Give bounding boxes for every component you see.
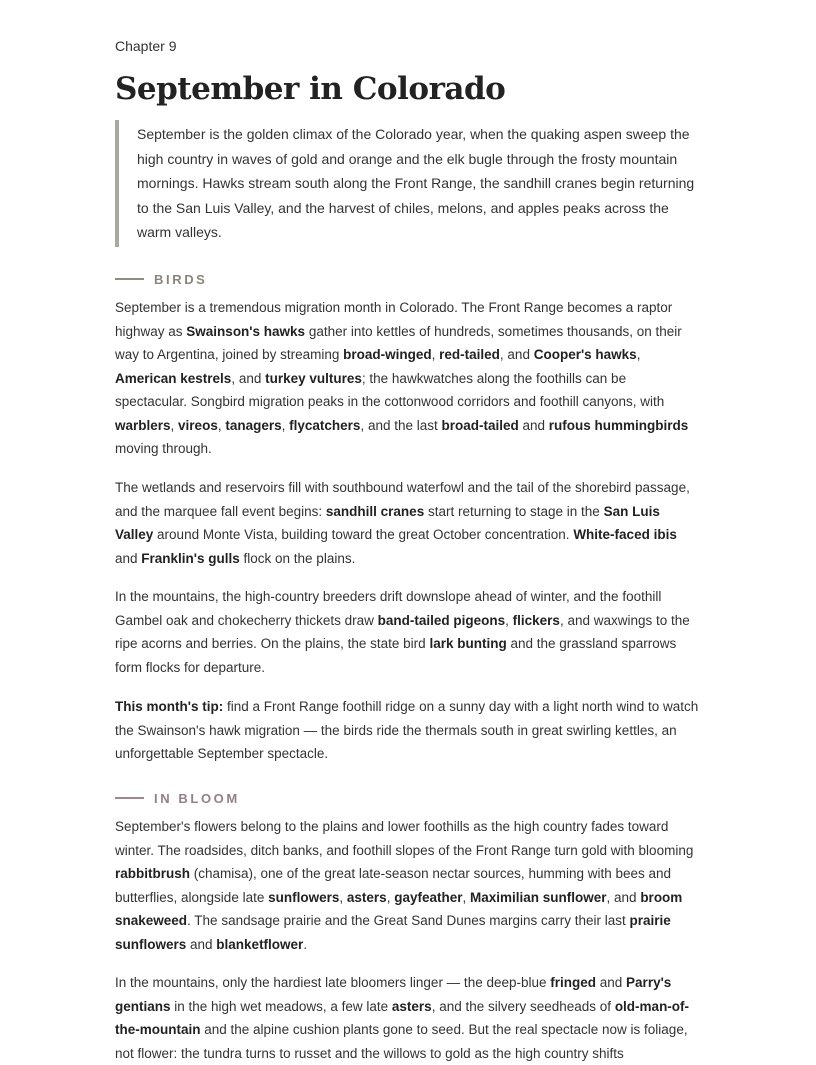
birds-tip-paragraph: This month's tip: find a Front Range foothill ridge on a sunny day with a light north wind to watch the Swainson's hawk migration — the birds ride the thermals south in great swirling kettles, an unforgettable September spectacle.	[115, 699, 699, 761]
bold-term: rabbitbrush	[115, 866, 191, 881]
bold-term: White-faced ibis	[573, 527, 677, 542]
bold-term: vireos	[178, 417, 218, 433]
page-title: September in Colorado	[115, 71, 506, 107]
bold-term: San Luis Valley	[115, 503, 660, 542]
bold-term: broad-tailed	[441, 417, 519, 433]
bold-term: sunflowers	[268, 889, 340, 905]
bold-term: gayfeather	[394, 889, 463, 905]
bloom-paragraph-1: September's flowers belong to the plains and lower foothills as the high country fades toward winter. The roadsides, ditch banks, and foothill slopes of the Front Range turn gold with blooming rabbitbrush (chamisa), one of the great late-season nectar sources, humming with bees and butterflies, alongside late sunflowers, asters, gayfeather, Maximilian sunflower, and broom snakeweed. The sandsage prairie and the Great Sand Dunes margins carry their last prairie sunflowers and blanketflower.	[115, 819, 694, 952]
bold-term: Parry's gentians	[115, 975, 672, 1014]
birds-paragraph-1: September is a tremendous migration month in Colorado. The Front Range becomes a raptor highway as Swainson's hawks gather into kettles of hundreds, sometimes thousands, on their way to Argentina, joined by streaming broad-winged, red-tailed, and Cooper's hawks, American kestrels, and turkey vultures; the hawkwatches along the foothills can be spectacular. Songbird migration peaks in the cottonwood corridors and foothill canyons, with warblers, vireos, tanagers, flycatchers, and the last broad-tailed and rufous hummingbirds moving through.	[115, 300, 689, 456]
bold-term: Swainson's hawks	[186, 323, 306, 339]
bold-term: Maximilian sunflower	[470, 889, 607, 905]
bold-term: red-tailed	[439, 347, 500, 362]
section-label-bloom: IN BLOOM	[154, 790, 240, 806]
bold-term: prairie sunflowers	[115, 913, 671, 952]
bold-term: broad-winged	[343, 347, 432, 362]
bold-term: broom snakeweed	[115, 889, 683, 928]
bold-term: warblers	[115, 417, 171, 433]
bold-term: sandhill cranes	[325, 503, 425, 519]
bold-term: asters	[346, 889, 387, 905]
bold-term: tanagers	[225, 417, 282, 433]
heading-rule	[115, 797, 144, 799]
bold-term: lark bunting	[429, 636, 507, 651]
bold-term: blanketflower	[216, 936, 304, 952]
birds-paragraph-3: In the mountains, the high-country breeders drift downslope ahead of winter, and the foothill Gambel oak and chokecherry thickets draw band-tailed pigeons, flickers, and waxwings to the ripe acorns and berries. On the plains, the state bird lark bunting and the grassland sparrows form flocks for departure.	[115, 589, 690, 675]
bold-term: rufous hummingbirds	[548, 417, 689, 433]
bold-term: old-man-of-the-mountain	[115, 998, 690, 1037]
bold-term: American kestrels	[115, 370, 232, 386]
bloom-paragraph-2: In the mountains, only the hardiest late bloomers linger — the deep-blue fringed and Parry's gentians in the high wet meadows, a few late asters, and the silvery seedheads of old-man-of-the-mountain and the alpine cushion plants gone to seed. But the real spectacle now is foliage, not flower: the tundra turns to russet and the willows to gold as the high country shifts	[115, 975, 690, 1061]
bold-term: flickers	[512, 612, 560, 628]
bold-term: band-tailed pigeons	[377, 612, 506, 628]
chapter-label: Chapter 9	[115, 38, 177, 54]
bold-term: Cooper's hawks	[533, 347, 637, 362]
bold-term: flycatchers	[289, 417, 361, 433]
bold-term: Franklin's gulls	[141, 550, 240, 566]
bold-term: fringed	[550, 975, 597, 990]
bold-term: asters	[391, 998, 432, 1014]
birds-paragraph-2: The wetlands and reservoirs fill with southbound waterfowl and the tail of the shorebird passage, and the marquee fall event begins: sandhill cranes start returning to stage in the San Luis Valley around Monte Vista, building toward the great October concentration. White-faced ibis and Franklin's gulls flock on the plains.	[115, 480, 690, 566]
intro-blockquote: September is the golden climax of the Colorado year, when the quaking aspen sweep the high country in waves of gold and orange and the elk bugle through the frosty mountain mornings. Hawks stream south along the Front Range, the sandhill cranes begin returning to the San Luis Valley, and the harvest of chiles, melons, and apples peaks across the warm valleys.	[115, 120, 701, 247]
section-heading-birds	[115, 270, 207, 288]
bold-term: turkey vultures	[265, 370, 362, 386]
section-label-birds: BIRDS	[154, 271, 208, 287]
bold-term: This month's tip:	[115, 699, 224, 714]
heading-rule	[115, 278, 144, 280]
section-heading-bloom	[115, 789, 240, 807]
